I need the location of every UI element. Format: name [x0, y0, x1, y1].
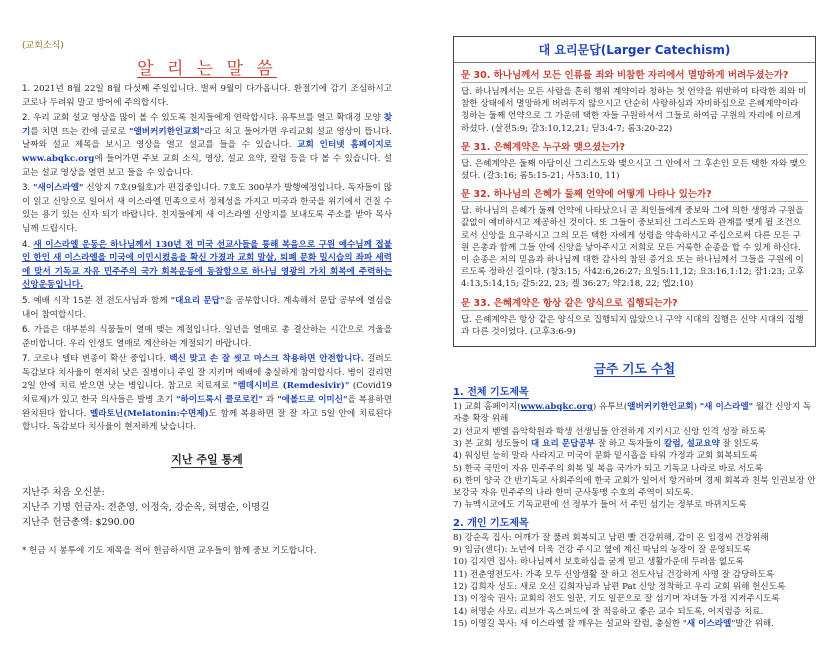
catechism-items [461, 67, 808, 338]
text-run: 2021년 8월 22일 8월 다섯째 주일입니다. 벌써 9월이 다가옵니다. 환절기에 감기 조심하시고 코로나 두려워 말고 방어에 주의합시다. [22, 84, 392, 108]
text-run: 과 [262, 395, 278, 406]
prayer-item [453, 499, 816, 511]
text-run: 을 복용하면 완치된다 합니다. [22, 395, 392, 419]
text-run: 본 교회 성도들이 [464, 438, 531, 449]
text-run: 멜라토닌(Melatonin:수면제) [89, 408, 209, 419]
prayer-item [453, 426, 816, 438]
text-run: 찾기 [22, 113, 392, 137]
text-run: 예배 시작 15분 전 전도사님과 함께 [33, 295, 171, 306]
item-number: 11) [453, 569, 471, 580]
item-number: 12) [453, 581, 471, 592]
stats-line: 지난주 처음 오신분: [22, 486, 105, 498]
stats-block [22, 485, 392, 530]
item-number: 2) [453, 426, 465, 437]
prayer-item [453, 544, 816, 556]
text-run: 김지연 집사: 하나님께서 보호하심을 굳게 믿고 생활가운데 두려움 없도록 [470, 557, 744, 568]
catechism-box [453, 36, 816, 347]
announcement-item [22, 353, 392, 435]
item-number: 8) [453, 532, 465, 543]
text-run: 칼럼, 설교요약 [664, 438, 720, 449]
announcement-item [22, 324, 392, 351]
text-run: "하이드록시 클로로킨" [176, 395, 263, 406]
text-run: 신앙지 7호(9월호)가 편집중입니다. 7호도 300부가 발행예정입니다. 독자들이 많이 읽고 신앙으로 일어서 새 이스라엘 민족으로서 정체성을 가지고 미국과 한국을 위기에서 건질 수 있는 용기 있는 신자 되기 바랍니다. 친지들에게 새 이스라엘 신앙지를 보내도록 주소를 받아 목사님께 드립시다. [22, 183, 392, 234]
announcement-item [22, 182, 392, 236]
announcements-list [22, 83, 392, 435]
item-number: 5) [453, 463, 465, 474]
text-run: 한국 국민이 자유 민주주의 회복 및 복음 국가가 되고 기독교 나라로 바로 서도록 [464, 463, 763, 474]
item-number: 4) [453, 451, 465, 462]
stats-line: 지난주 헌금총액: $290.00 [22, 516, 135, 528]
catechism-question: 문 30. 하나님께서 모든 인류를 죄와 비참한 자리에서 멸망하게 버려두셨는가? [461, 67, 808, 83]
prayer-item [453, 606, 816, 618]
text-run: 앨버커키한인교회 [627, 402, 694, 413]
prayer-item [453, 556, 816, 568]
text-run: 교회 인터넷 홈페이지로 www.abqkc.org [22, 140, 393, 164]
text-run: 이정숙 권사: 교회의 전도 일꾼, 기도 일꾼으로 잘 섬기며 자녀들 가정 지켜주시도록 [470, 594, 780, 605]
text-run: 백신 맞고 손 잘 씻고 마스크 착용하면 안전합니다. [169, 354, 364, 365]
text-run: "렘데시비르 (Remdesivir)" [232, 381, 350, 392]
text-run: 대 요리 문답공부 [530, 438, 595, 449]
text-run: 우리 교회 설교 영상을 많이 볼 수 있도록 친지들에게 연락합시다. 유투브를 열고 확대경 모양 [33, 113, 384, 124]
text-run: 뉴멕시코에도 기독교편에 선 정부가 들어 서 주민 섬기는 정부로 바뀌지도록 [464, 500, 747, 511]
text-run: 선교지 벧엘 음악학원과 학생 선생님들 안전하게 지키시고 신앙 인격 성장 하도록 [464, 426, 766, 437]
item-number: 6. [22, 325, 34, 336]
right-column [453, 36, 816, 630]
catechism-answer: 답. 은혜계약은 둘째 아담이신 그리스도와 맺으시고 그 안에서 그 후손인 모든 택한 자와 맺으셨다. (갈3:16; 롬5:15-21; 사53:10, 11) [461, 158, 807, 182]
text-run: 잘 하고 독자들이 [594, 438, 665, 449]
text-run: 월간 신앙지 독자층 확장 위해 [453, 402, 812, 425]
announcement-item [22, 83, 392, 110]
announcements-title: 알 리 는 말 씀 [137, 59, 277, 79]
text-run: 가을은 대부분의 식물들이 열매 맺는 계절입니다. 일년을 열매로 총 결산하는 시간으로 겨울을 준비합니다. 우리 인생도 열매로 계산하는 계절되기 바랍니다. [22, 325, 392, 349]
prayer-item [453, 593, 816, 605]
text-run: 워싱턴 능히 말라 사라지고 미국이 문화 밑시흡을 타워 가정과 교회 회복되도록 [464, 451, 758, 462]
catechism-question: 문 31. 은혜계약은 누구와 맺으셨는가? [461, 139, 808, 155]
text-run: "발간 위해. [731, 618, 774, 629]
item-number: 13) [453, 594, 471, 605]
prayer-item [453, 581, 816, 593]
prayer-item [453, 475, 816, 500]
text-run: www.abqkc.org [520, 402, 593, 413]
text-run: 코로나 델타 변종이 확산 중입니다. [33, 354, 170, 365]
text-run: 이명길 목사: 새 이스라엘 잠 깨우는 설교와 칼럼, 충실한 " [470, 618, 687, 629]
text-run: 전춘영전도사: 가족 모두 신앙생활 잘 하고 전도사님 건강하게 사명 잘 감당하도록 [470, 569, 775, 580]
prayer-list [453, 532, 816, 630]
announcement-item [22, 112, 392, 180]
text-run: "새이스라엘" [33, 183, 84, 194]
item-number: 7. [22, 354, 34, 365]
item-number: 5. [22, 295, 34, 306]
prayer-item [453, 532, 816, 544]
item-number: 1) [453, 402, 465, 413]
prayer-item [453, 401, 816, 426]
catechism-title: 대 요리문답(Larger Catechism) [454, 41, 815, 63]
prayer-sections [453, 381, 816, 630]
catechism-answer: 답. 하나님께서는 모든 사람을 흔히 행위 계약이라 칭하는 첫 언약을 위반하여 타락한 죄와 비참한 상태에서 멸망하게 버려두지 않으시고 단순히 사랑하심과 자비하심으로 은혜계약이라 칭하는 둘째 언약으로 그 가운데 택한 자들 구원하셔서 그들로 하여금 구원의 자리에 이르게 하셨다. (살전5:9; 갈3:10,12,21; 딛3:4-7; 롬3:20-22) [461, 87, 807, 134]
offering-note: * 헌금 시 봉투에 기도 제목을 적어 헌금하시면 교우들이 함께 중보 기도합니다. [22, 545, 317, 556]
item-number: 3) [453, 438, 465, 449]
text-run: 새 이스라엘 운동은 하나님께서 130년 전 미국 선교사들을 통해 복음으로 구원 예수님께 접붙인 한인 새 이스라엘을 미국에 이민시켰음을 확신 가졌과 교회 말살, 퇴폐 문화 밀시습의 좌파 세력에 맞서 기독교 자유 민주주의 국가 회복운동에 동참함으로 하나님 영광의 가치 회복에 주력하는 신앙운동입니다. [22, 239, 392, 291]
catechism-question: 문 32. 하나님의 은혜가 둘째 언약에 어떻게 나타나 있는가? [461, 186, 808, 202]
catechism-answer: 답. 은혜계약은 항상 같은 양식으로 집행되지 않았으니 구약 시대의 집행은 신약 시대의 집행과 다른 것이었다. (고후3:6-9) [461, 314, 804, 337]
prayer-item [453, 463, 816, 475]
text-run: (Covid19 치료제)가 있고 한국 의사들은 발병 초기 [22, 381, 393, 406]
item-number: 9) [453, 545, 465, 556]
text-run: 한미 양국 간 반기독교 사회주의에 한국 교회가 일어서 항거하며 경제 회복과 친북 인권보장 안보강국 자유 민주주의 나라 한미 군사동맹 수호의 주역이 되도록. [453, 475, 816, 499]
text-run: 김희자 성도: 새로 오신 김희자님과 남편 Pat 신앙 정착하고 우리 교회 위해 헌신도록 [470, 581, 786, 592]
item-number: 4. [22, 239, 34, 250]
item-number: 2. [22, 113, 34, 124]
stats-heading: 지난 주일 통계 [171, 452, 243, 466]
item-number: 15) [453, 618, 471, 629]
section-tag: (교회소식) [22, 41, 64, 51]
text-run: "대요리 문답" [170, 295, 225, 306]
prayer-title: 금주 기도 수첩 [593, 361, 676, 377]
announcement-item [22, 295, 392, 322]
item-number: 1. [22, 84, 34, 94]
text-run: 임금(샌디): 노년에 더욱 건강 주시고 옆에 계신 따님의 농장이 잘 운영되도록 [464, 545, 751, 556]
text-run: 를 치면 뜨는 칸에 글로로 [30, 126, 130, 137]
catechism-question: 문 33. 은혜계약은 항상 같은 양식으로 집행되는가? [461, 295, 808, 311]
text-run: 에 들어가면 주보 교회 소식, 영상, 설교 요약, 칼럼 등을 다 볼 수 있습니다. 설교는 설교 영상을 열면 보고 들을 수 있습니다. [22, 153, 392, 178]
item-number: 14) [453, 606, 471, 617]
item-number: 10) [453, 557, 471, 568]
prayer-item [453, 438, 816, 450]
prayer-list [453, 401, 816, 512]
catechism-answer: 답. 하나님의 은혜가 둘째 언약에 나타났으니 곧 죄인들에게 중보와 그에 의한 생명과 구원을 값없이 예비하시고 제공하신 것이다. 또 그들이 중보되신 그리스도와 관계를 맺게 될 조건으로서 신앙을 요구하시고 그의 모든 택한 자에게 성령을 약속하시고 주십으로써 다른 모든 구원 은총과 함께 그들 안에 신앙을 낳아주시고 저희로 모든 거룩한 순종을 할 수 있게 하신다. 이 순종은 저의 믿음과 하나님께 대한 감사의 참된 증거요 또는 하나님께서 그들을 구원에 이르도록 정하신 길이다. (창3:15; 사42:6,26:27; 요일5:11,12; 요3:16,1:12; 잠1:23; 고후4:13,5:14,15; 갈5:22, 23; 겔 36:27; 약2:18, 22; 엡2:10) [461, 206, 805, 290]
prayer-section-title: 2. 개인 기도제목 [453, 514, 529, 530]
item-number: 6) [453, 475, 465, 486]
text-run: "에볼드로 이미신" [277, 395, 348, 406]
announcement-item [22, 239, 392, 293]
stats-line: 지난주 기명 헌금자: 전춘영, 이정숙, 강순옥, 허명순, 이명길 [22, 501, 270, 513]
item-number: 7) [453, 500, 465, 511]
text-run: "앨버커키한인교회" [129, 126, 205, 137]
text-run: 교회 홈페이지( [464, 402, 521, 413]
text-run: 허명순 사모: 리브가 옥스퍼드에 잘 적응하고 좋은 교수 되도록, 어지럼증 치료. [470, 606, 764, 617]
text-run: 도 함께 복용하면 잘 잘 자고 5일 안에 치료된다 합니다. 독감보다 치사율이 현저하게 낮습니다. [22, 408, 392, 433]
prayer-section-title: 1. 전체 기도제목 [453, 383, 529, 399]
text-run: 걸려도 독감보다 치사율이 현저히 낮은 질병이니 주일 잘 지키며 예배에 충실하게 참여합시다. 병이 걸리면 2일 안에 치료 받으면 낫는 병입니다. 참고로 치료제로 [22, 354, 392, 392]
text-run: 라고 치고 들어가면 우리교회 설교 영상이 뜹니다. 날짜와 설교 제목을 보시고 영상을 열고 설교를 들을 수 있습니다. [22, 126, 392, 151]
text-run: "새 이스라엘" [699, 402, 754, 413]
text-run: ) [693, 402, 700, 413]
text-run: 강순옥 집사: 어깨가 잘 풀려 회복되고 남편 빨 건강위해, 같이 온 임경씨 건강위해 [464, 532, 769, 543]
prayer-item [453, 569, 816, 581]
left-column [22, 36, 392, 556]
text-run: ) 유투브( [592, 402, 628, 413]
text-run: 새 이스라엘 [686, 618, 732, 629]
prayer-item [453, 450, 816, 462]
text-run: 잘 읽도록 [719, 438, 759, 449]
prayer-item [453, 618, 816, 630]
text-run: 을 공부합니다. 계속해서 문답 공부에 열심을 내어 참여합시다. [22, 295, 392, 320]
item-number: 3. [22, 183, 34, 194]
